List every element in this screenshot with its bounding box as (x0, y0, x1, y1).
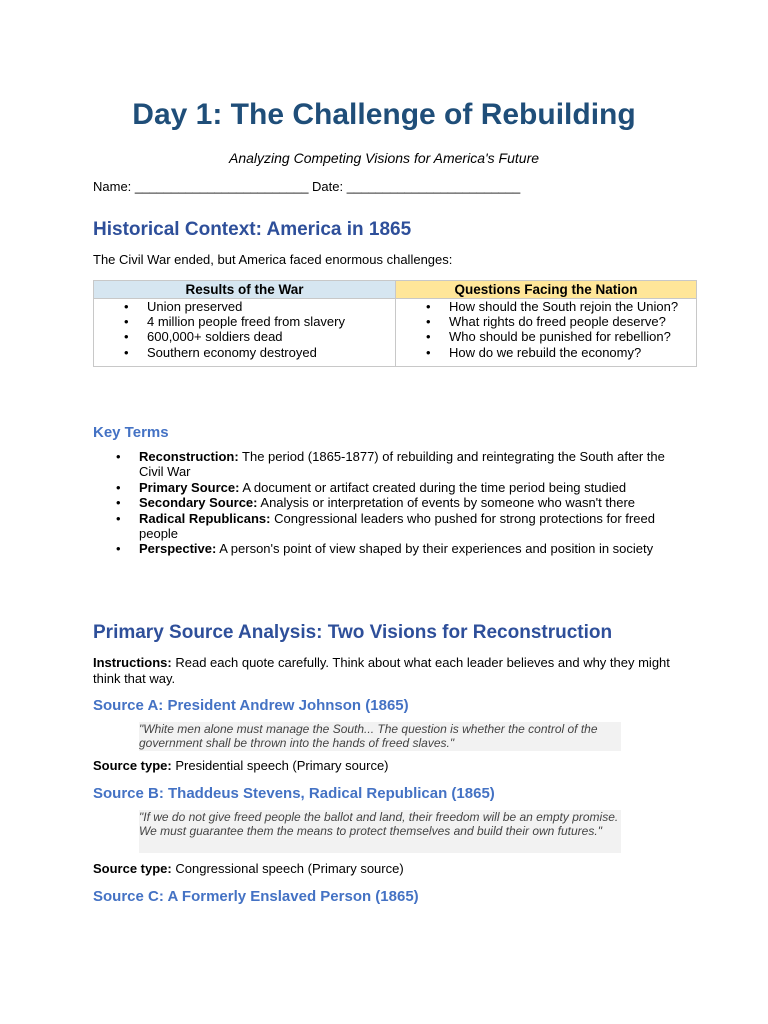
table-header-questions: Questions Facing the Nation (396, 281, 697, 299)
instructions-text: Read each quote carefully. Think about what each leader believes and why they might think that way. (93, 655, 670, 686)
source-type-label: Source type: (93, 758, 172, 773)
key-terms-list (93, 449, 683, 557)
list-item: • 4 million people freed from slavery (94, 314, 395, 329)
key-term-item (93, 449, 683, 480)
context-table (93, 280, 697, 367)
source-b-type (93, 861, 683, 877)
term-definition: The period (1865-1877) of rebuilding and reintegrating the South after the Civil War (139, 449, 665, 480)
questions-list (396, 299, 696, 360)
list-item: • Southern economy destroyed (94, 345, 395, 360)
source-type-value: Presidential speech (Primary source) (171, 758, 389, 773)
list-item: • How do we rebuild the economy? (396, 345, 696, 360)
table-header-results: Results of the War (94, 281, 396, 299)
questions-cell (396, 299, 697, 367)
key-term-item (93, 511, 683, 542)
context-intro: The Civil War ended, but America faced enormous challenges: (93, 252, 453, 267)
page-title: Day 1: The Challenge of Rebuilding (132, 98, 636, 131)
results-list (94, 299, 395, 360)
list-item: • 600,000+ soldiers dead (94, 329, 395, 344)
source-a-quote: "White men alone must manage the South... The question is whether the control of the government shall be thrown into the hands of freed slaves." (139, 722, 621, 751)
analysis-heading: Primary Source Analysis: Two Visions for Reconstruction (93, 622, 613, 643)
key-term-item (93, 541, 683, 556)
name-date-line: Name: ________________________ Date: ________________________ (93, 179, 521, 194)
key-term-item (93, 480, 683, 495)
source-c-heading: Source C: A Formerly Enslaved Person (1865) (93, 888, 419, 905)
context-heading: Historical Context: America in 1865 (93, 219, 412, 240)
instructions (93, 655, 683, 686)
source-type-value: Congressional speech (Primary source) (171, 861, 404, 876)
key-term-item (93, 495, 683, 510)
source-b-quote: "If we do not give freed people the ballot and land, their freedom will be an empty promise. We must guarantee them the means to protect themselves and build their own futures." (139, 810, 621, 853)
list-item: • Who should be punished for rebellion? (396, 329, 696, 344)
term-definition: A document or artifact created during the time period being studied (239, 479, 627, 495)
list-item: • How should the South rejoin the Union? (396, 299, 696, 314)
page-subtitle: Analyzing Competing Visions for America's Future (228, 150, 540, 166)
term-definition: A person's point of view shaped by their experiences and position in society (216, 541, 654, 557)
term-definition: Analysis or interpretation of events by someone who wasn't there (257, 495, 636, 511)
instructions-label: Instructions: (93, 655, 172, 670)
term-label: Radical Republicans: (139, 510, 271, 526)
list-item: • Union preserved (94, 299, 395, 314)
list-item: • What rights do freed people deserve? (396, 314, 696, 329)
term-label: Reconstruction: (139, 449, 239, 464)
source-a-type (93, 758, 683, 774)
term-label: Secondary Source: (139, 495, 258, 511)
source-a-heading: Source A: President Andrew Johnson (1865) (93, 697, 409, 714)
key-terms-heading: Key Terms (93, 424, 169, 441)
source-b-heading: Source B: Thaddeus Stevens, Radical Republican (1865) (93, 785, 495, 802)
term-definition: Congressional leaders who pushed for strong protections for freed people (139, 510, 655, 542)
results-cell (94, 299, 396, 367)
term-label: Primary Source: (139, 479, 240, 495)
term-label: Perspective: (139, 541, 217, 557)
source-type-label: Source type: (93, 861, 172, 876)
